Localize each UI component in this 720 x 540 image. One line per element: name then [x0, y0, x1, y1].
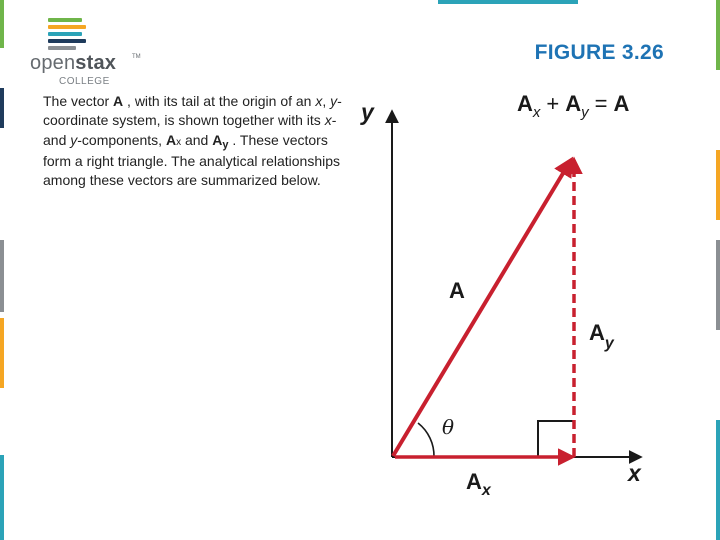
angle-arc [418, 423, 434, 457]
caption-y-var: y [330, 93, 338, 109]
caption-y-var-2: y [70, 131, 78, 148]
ay-label-subscript: y [604, 335, 614, 352]
logo-stripe-green [48, 18, 82, 22]
right-edge-bar-gray [716, 240, 720, 330]
logo-wordmark [30, 52, 116, 75]
logo-stripe-teal [48, 32, 82, 36]
caption-text-2: , with its tail at the origin of an [123, 93, 316, 109]
left-edge-bar-navy [0, 88, 4, 128]
caption-text-5: - and [43, 112, 337, 148]
vector-sum-equation [517, 91, 630, 121]
logo-word-light: open [30, 52, 76, 74]
logo-stripe-gray [48, 46, 76, 50]
caption-x-var: x [315, 93, 323, 109]
right-edge-bar-teal [716, 420, 720, 540]
left-edge-bar-orange [0, 318, 4, 388]
figure-caption [43, 92, 343, 190]
caption-vector-ax: A [165, 131, 177, 148]
equation-plus: + [546, 91, 560, 116]
ax-label-subscript: x [481, 482, 491, 499]
ay-label-main: A [589, 320, 605, 345]
vector-a-label: A [449, 278, 465, 303]
caption-text-7: and [181, 131, 213, 148]
right-edge-bar-orange [716, 150, 720, 220]
equation-equals: = [594, 91, 608, 116]
caption-text-3: , [322, 93, 331, 109]
openstax-college-logo [28, 16, 141, 87]
ax-label-main: A [466, 469, 482, 494]
left-edge-bar-gray [0, 240, 4, 312]
vector-diagram [350, 80, 690, 500]
caption-ay-subscript: y [222, 138, 229, 151]
left-edge-bar-green [0, 0, 4, 48]
caption-text-8: . These vectors form a right triangle. The analytical relationships among these vectors are summarized below. [43, 131, 341, 189]
right-edge-bar-green [716, 0, 720, 70]
top-edge-bar-teal [438, 0, 578, 4]
logo-college: COLLEGE [59, 76, 110, 87]
y-axis-label: y [361, 99, 374, 125]
ay-label [589, 320, 615, 352]
caption-text-1: The vector [43, 93, 114, 109]
logo-stripe-navy [48, 39, 86, 43]
logo-word-bold: stax [75, 52, 117, 74]
left-edge-bar-teal [0, 455, 4, 540]
caption-x-var-2: x [324, 112, 332, 129]
vector-a [393, 160, 571, 456]
figure-title: FIGURE 3.26 [534, 41, 664, 64]
equation-term-1: A [517, 91, 533, 116]
equation-result: A [613, 91, 630, 116]
angle-theta-label: θ [442, 415, 455, 439]
caption-vector-a: A [113, 93, 124, 109]
caption-text-6: -components, [77, 131, 166, 148]
ax-label [466, 469, 492, 499]
equation-term-2: A [565, 91, 582, 116]
caption-vector-ay: A [212, 131, 223, 148]
caption-ax-subscript: x [176, 136, 182, 148]
equation-sub-2: y [581, 104, 589, 121]
caption-text-4: -coordinate system, is shown together with its [43, 93, 342, 129]
logo-stripe-orange [48, 25, 86, 29]
right-angle-marker [538, 421, 574, 457]
x-axis-label: x [628, 460, 641, 486]
equation-sub-1: x [532, 104, 541, 121]
logo-trademark: TM [132, 54, 141, 60]
